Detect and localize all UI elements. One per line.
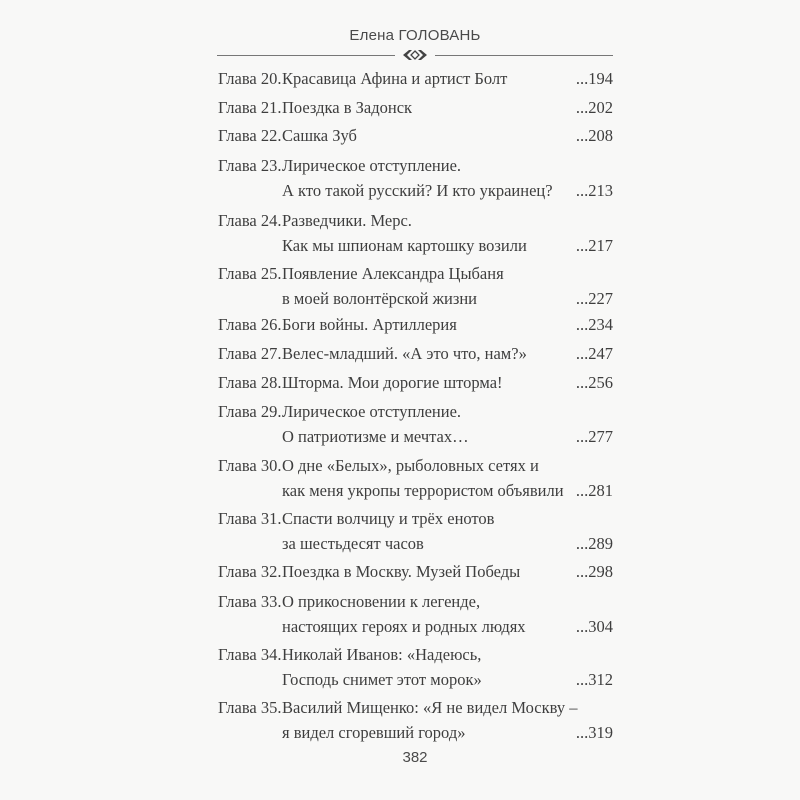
chapter-label: Глава 34.	[218, 645, 282, 664]
chapter-page-number: ...194	[575, 69, 613, 88]
chapter-title-line: Боги войны. Артиллерия	[282, 315, 457, 334]
chapter-title-line: Поездка в Задонск	[282, 98, 413, 117]
header-rule-right	[435, 55, 613, 56]
chapter-title-line: О патриотизме и мечтах…	[282, 426, 469, 446]
chapter-title-line: Красавица Афина и артист Болт	[282, 69, 508, 88]
chapter-title-line: О прикосновении к легенде,	[282, 592, 481, 611]
chapter-label: Глава 26.	[218, 315, 282, 334]
chapter-label: Глава 33.	[218, 592, 282, 611]
chapter-label: Глава 35.	[218, 698, 282, 717]
chapter-title-line: Господь снимет этот морок»	[282, 669, 482, 689]
chapter-title-line: Лирическое отступление.	[282, 156, 462, 175]
chapter-page-number: ...213	[575, 180, 613, 200]
chapter-label: Глава 24.	[218, 211, 282, 230]
chapter-label: Глава 23.	[218, 156, 282, 175]
chapter-title-line: настоящих героях и родных людях	[282, 616, 526, 636]
chapter-title-line: О дне «Белых», рыболовных сетях и	[282, 456, 539, 475]
chapter-label: Глава 21.	[218, 98, 282, 117]
chapter-title-line: Сашка Зуб	[282, 126, 357, 145]
header-rule-left	[217, 55, 395, 56]
chapter-page-number: ...227	[575, 288, 613, 308]
chapter-label: Глава 29.	[218, 402, 282, 421]
chapter-label: Глава 20.	[218, 69, 282, 88]
chapter-page-number: ...319	[575, 722, 613, 742]
chapter-label: Глава 31.	[218, 509, 282, 528]
chapter-title-line: Шторма. Мои дорогие шторма!	[282, 373, 503, 392]
chapter-label: Глава 25.	[218, 264, 282, 283]
page-number: 382	[402, 749, 428, 766]
chapter-title-line: Николай Иванов: «Надеюсь,	[282, 645, 482, 664]
ornament-icon	[401, 47, 429, 63]
chapter-title-line: за шестьдесят часов	[282, 533, 424, 553]
chapter-title-line: Велес-младший. «А это что, нам?»	[282, 344, 527, 363]
chapter-page-number: ...256	[575, 373, 613, 392]
chapter-label: Глава 22.	[218, 126, 282, 145]
chapter-page-number: ...304	[575, 616, 613, 636]
chapter-title-line: Появление Александра Цыбаня	[282, 264, 504, 283]
chapter-title-line: Спасти волчицу и трёх енотов	[282, 509, 495, 528]
chapter-page-number: ...208	[575, 126, 613, 145]
chapter-title-line: Как мы шпионам картошку возили	[282, 235, 527, 255]
chapter-label: Глава 32.	[218, 562, 282, 581]
chapter-title-line: я видел сгоревший город»	[282, 722, 466, 742]
chapter-label: Глава 30.	[218, 456, 282, 475]
chapter-page-number: ...247	[575, 344, 613, 363]
chapter-title-line: Разведчики. Мерс.	[282, 211, 412, 230]
chapter-title-line: Поездка в Москву. Музей Победы	[282, 562, 521, 581]
chapter-page-number: ...202	[575, 98, 613, 117]
chapter-title-line: Василий Мищенко: «Я не видел Москву –	[282, 698, 578, 717]
chapter-page-number: ...234	[575, 315, 613, 334]
chapter-page-number: ...281	[575, 480, 613, 500]
chapter-page-number: ...277	[575, 426, 613, 446]
chapter-title-line: в моей волонтёрской жизни	[282, 288, 478, 308]
chapter-title-line: Лирическое отступление.	[282, 402, 462, 421]
chapter-page-number: ...298	[575, 562, 613, 581]
chapter-label: Глава 27.	[218, 344, 282, 363]
chapter-page-number: ...217	[575, 235, 613, 255]
chapter-title-line: как меня укропы террористом объявили	[282, 480, 564, 500]
running-head: Елена ГОЛОВАНЬ	[349, 27, 481, 44]
chapter-page-number: ...289	[575, 533, 613, 553]
chapter-label: Глава 28.	[218, 373, 282, 392]
chapter-page-number: ...312	[575, 669, 613, 689]
chapter-title-line: А кто такой русский? И кто украинец?	[282, 180, 553, 200]
